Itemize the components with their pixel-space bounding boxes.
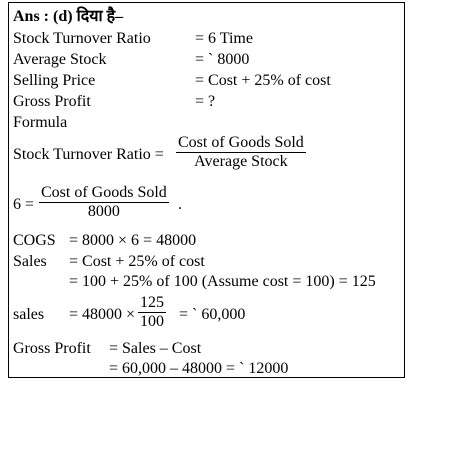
sales2-label: sales: [13, 306, 45, 323]
sales-line2: = 100 + 25% of 100 (Assume cost = 100) = 125: [69, 273, 376, 290]
formula-numerator: Cost of Goods Sold: [178, 134, 304, 151]
answer-header: [13, 8, 123, 26]
sales2-denominator: 100: [140, 313, 164, 330]
answer-box: [8, 2, 405, 378]
given-name-selling-price: Selling Price: [13, 72, 96, 89]
answer-label: Ans : (d): [13, 8, 73, 25]
formula-lhs: Stock Turnover Ratio =: [13, 146, 164, 163]
formula-label: Formula: [13, 114, 68, 131]
sales-line1: = Cost + 25% of cost: [69, 253, 205, 270]
cogs-label: COGS: [13, 232, 56, 249]
cogs-expression: = 8000 × 6 = 48000: [69, 232, 197, 249]
answer-given-hindi: दिया है–: [76, 8, 124, 25]
gross-profit-line1: = Sales – Cost: [109, 340, 202, 357]
step1-denominator: 8000: [87, 203, 120, 220]
step1-lhs: 6 =: [13, 196, 35, 213]
sales2-fraction: [138, 294, 166, 331]
sales2-result: = ` 60,000: [179, 306, 246, 323]
gross-profit-label: Gross Profit: [13, 340, 91, 357]
gross-profit-line2: = 60,000 – 48000 = ` 12000: [109, 360, 289, 377]
given-value-average-stock: = ` 8000: [195, 51, 250, 68]
formula-denominator: Average Stock: [194, 153, 288, 170]
given-value-gross-profit: = ?: [195, 93, 216, 110]
sales2-pre: = 48000 ×: [69, 306, 136, 323]
given-name-stock-turnover: Stock Turnover Ratio: [13, 30, 151, 47]
step1-numerator: Cost of Goods Sold: [41, 184, 167, 201]
step1-tail: .: [178, 196, 182, 213]
formula-fraction: [176, 134, 306, 171]
given-name-gross-profit: Gross Profit: [13, 93, 91, 110]
sales2-numerator: 125: [140, 294, 164, 311]
given-value-selling-price: = Cost + 25% of cost: [195, 72, 331, 89]
sales-label: Sales: [13, 253, 47, 270]
given-value-stock-turnover: = 6 Time: [195, 30, 253, 47]
step1-fraction: [39, 184, 169, 221]
given-name-average-stock: Average Stock: [13, 51, 107, 68]
